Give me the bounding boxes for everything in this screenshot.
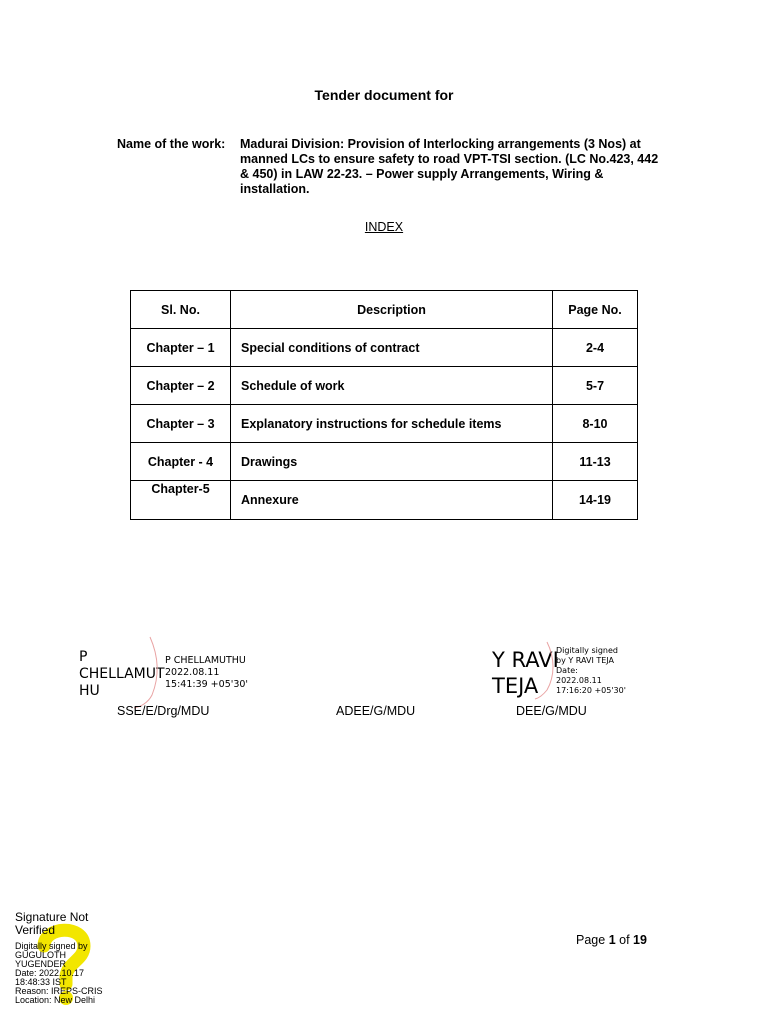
signature-left-meta-line: 2022.08.11 (165, 667, 220, 678)
work-name-description: Madurai Division: Provision of Interlocking arrangements (3 Nos) at manned LCs to ensure safety to road VPT-TSI section. (LC No.423, 442 & 450) in LAW 22-23. – Power supply Arrangements, Wiring & installation. (240, 137, 659, 196)
signature-right-meta-line: 2022.08.11 (556, 676, 602, 685)
signature-right-meta-line: by Y RAVI TEJA (556, 656, 614, 665)
row-sl-no: Chapter – 3 (131, 405, 231, 443)
row-page-no: 11-13 (553, 443, 638, 481)
header-sl-no: Sl. No. (131, 291, 231, 329)
row-sl-no: Chapter – 1 (131, 329, 231, 367)
page-current: 1 (608, 933, 616, 947)
row-sl-no: Chapter – 2 (131, 367, 231, 405)
row-description: Explanatory instructions for schedule items (231, 405, 553, 443)
table-row (131, 329, 638, 367)
index-heading-wrap (0, 220, 768, 234)
page-prefix: Page (576, 933, 606, 947)
signature-right-name-line: Y RAVI (492, 648, 559, 672)
page-number (576, 933, 647, 947)
table-row (131, 443, 638, 481)
table-header-row (131, 291, 638, 329)
signature-left-name-line: CHELLAMUT (79, 666, 165, 682)
signature-left-flourish (130, 635, 170, 710)
table-row (131, 405, 638, 443)
row-page-no: 2-4 (553, 329, 638, 367)
signature-left-meta (165, 655, 248, 691)
unverified-signature-title-line: Signature Not (15, 910, 89, 924)
signature-left-name-line: HU (79, 683, 100, 699)
document-title: Tender document for (314, 87, 454, 103)
page-total: 19 (633, 933, 647, 947)
table-row (131, 481, 638, 520)
unverified-signature-line: YUGENDER (15, 959, 67, 969)
index-table (130, 290, 638, 520)
row-description: Drawings (231, 443, 553, 481)
signature-left-role: SSE/E/Drg/MDU (117, 704, 210, 718)
unverified-signature-line: Digitally signed by (15, 941, 88, 951)
signature-left-name-line: P (79, 649, 88, 665)
signature-right-name-line: TEJA (492, 674, 539, 698)
unverified-signature-line: GUGULOTH (15, 950, 67, 960)
row-sl-no: Chapter - 4 (131, 443, 231, 481)
row-description: Annexure (231, 481, 553, 520)
unverified-signature-title (15, 911, 88, 937)
signature-right-meta (556, 646, 626, 696)
table-row (131, 367, 638, 405)
header-description: Description (231, 291, 553, 329)
signature-right-meta-line: Date: (556, 666, 578, 675)
signature-right-meta-line: 17:16:20 +05'30' (556, 686, 626, 695)
signature-left-meta-line: P CHELLAMUTHU (165, 655, 246, 666)
signature-right-meta-line: Digitally signed (556, 646, 618, 655)
row-sl-no: Chapter-5 (131, 481, 231, 520)
signature-left-meta-line: 15:41:39 +05'30' (165, 679, 249, 690)
index-heading: INDEX (364, 220, 404, 234)
page-of: of (619, 933, 630, 947)
row-page-no: 5-7 (553, 367, 638, 405)
row-description: Special conditions of contract (231, 329, 553, 367)
unverified-signature-title-line: Verified (15, 923, 56, 937)
unverified-signature-line: Location: New Delhi (15, 995, 96, 1005)
signature-right-role: DEE/G/MDU (516, 704, 587, 718)
header-page-no: Page No. (553, 291, 638, 329)
unverified-signature-line: Date: 2022.10.17 (15, 968, 85, 978)
row-page-no: 8-10 (553, 405, 638, 443)
work-name-label: Name of the work: (117, 137, 226, 151)
row-description: Schedule of work (231, 367, 553, 405)
unverified-signature-line: 18:48:33 IST (15, 977, 67, 987)
unverified-signature-line: Reason: IREPS-CRIS (15, 986, 103, 996)
signature-center-role: ADEE/G/MDU (336, 704, 416, 718)
row-page-no: 14-19 (553, 481, 638, 520)
unverified-signature-details (15, 942, 103, 1005)
